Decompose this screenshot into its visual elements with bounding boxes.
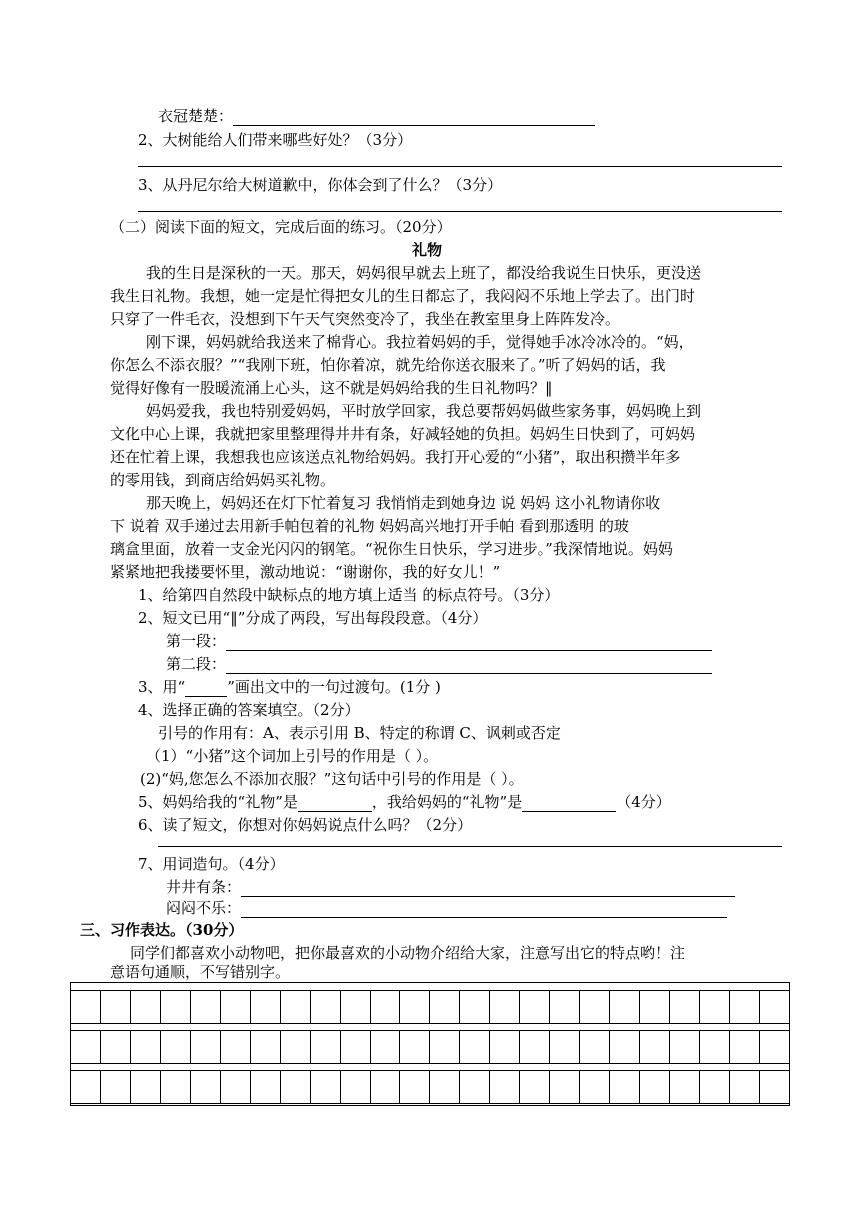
passage-line: 我的生日是深秋的一天。那天，妈妈很早就去上班了，都没给我说生日快乐，更没送 [146,264,702,282]
passage-line: 下 说着 双手递过去用新手帕包着的礼物 妈妈高兴地打开手帕 看到那透明 的玻 [110,517,629,535]
exercise-6: 6、读了短文，你想对你妈妈说点什么吗？（2分） [138,816,473,834]
passage-line: 你怎么不添衣服？”“我刚下班，怕你着凉，就先给你送衣服来了。”听了妈妈的话，我 [110,356,666,374]
answer-blank[interactable] [298,795,372,812]
underline-sample [185,680,227,697]
answer-line[interactable] [138,211,782,212]
question-2: 2、大树能给人们带来哪些好处？（3分） [138,131,413,149]
passage-line: 璃盒里面，放着一支金光闪闪的钢笔。“祝你生日快乐，学习进步。”我深情地说。妈妈 [110,540,673,558]
exercise-2: 2、短文已用“‖”分成了两段，写出每段段意。（4分） [138,609,488,627]
passage-title: 礼物 [412,241,443,259]
answer-blank[interactable] [226,657,712,674]
passage-line: 我生日礼物。我想，她一定是忙得把女儿的生日都忘了，我闷闷不乐地上学去了。出门时 [110,287,696,305]
idiom-prompt: 衣冠楚楚： [158,106,595,126]
section-heading: （二）阅读下面的短文，完成后面的练习。（20分） [110,218,452,236]
exercise-4: 4、选择正确的答案填空。（2分） [138,701,360,719]
writing-prompt: 意语句通顺，不写错别字。 [110,963,291,981]
passage-line: 妈妈爱我，我也特别爱妈妈，平时放学回家，我总要帮妈妈做些家务事，妈妈晚上到 [146,402,702,420]
passage-line: 刚下课，妈妈就给我送来了棉背心。我拉着妈妈的手，觉得她手冰冷冰冷的。“妈， [146,333,694,351]
answer-line[interactable] [138,166,782,167]
section-heading-writing: 三、习作表达。（30分） [80,921,244,939]
passage-line: 那天晚上，妈妈还在灯下忙着复习 我悄悄走到她身边 说 妈妈 这小礼物请你收 [146,494,661,512]
answer-blank[interactable] [522,795,616,812]
answer-line[interactable] [158,846,782,847]
passage-line: 觉得好像有一股暖流涌上心头，这不就是妈妈给我的生日礼物吗？‖ [110,379,553,397]
answer-blank[interactable] [241,901,727,918]
exercise-4-2: (2)“妈,您怎么不添加衣服？”这句话中引号的作用是（ ）。 [140,770,524,788]
exercise-5: 5、妈妈给我的“礼物”是 ，我给妈妈的“礼物”是 （4分） [138,793,671,811]
paragraph-1-summary: 第一段： [166,631,712,651]
exercise-4-1: （1）“小猪”这个词加上引号的作用是（ ）。 [146,747,439,765]
writing-grid[interactable] [70,982,790,1106]
writing-prompt: 同学们都喜欢小动物吧，把你最喜欢的小动物介绍给大家，注意写出它的特点哟！注 [130,944,686,962]
exercise-1: 1、给第四自然段中缺标点的地方填上适当 的标点符号。（3分） [138,586,560,604]
passage-line: 文化中心上课，我就把家里整理得井井有条，好减轻她的负担。妈妈生日快到了，可妈妈 [110,425,696,443]
answer-blank[interactable] [226,634,712,651]
passage-line: 只穿了一件毛衣，没想到下午天气突然变冷了，我坐在教室里身上阵阵发冷。 [110,310,621,328]
grid-row[interactable] [71,1070,789,1104]
grid-row[interactable] [71,990,789,1024]
exercise-7: 7、用词造句。（4分） [138,855,285,873]
sentence-menmenbule: 闷闷不乐： [166,898,727,918]
passage-line: 紧紧地把我搂要怀里，激动地说：“谢谢你，我的好女儿！” [110,563,501,581]
quote-options: 引号的作用有：A、表示引用 B、特定的称谓 C、讽刺或否定 [158,724,561,742]
paragraph-2-summary: 第二段： [166,654,712,674]
grid-row[interactable] [71,1030,789,1064]
sentence-jingjingyoutiao: 井井有条： [166,877,735,897]
passage-line: 还在忙着上课，我想我也应该送点礼物给妈妈。我打开心爱的“小猪”，取出积攒半年多 [110,448,681,466]
answer-blank[interactable] [233,109,595,126]
passage-line: 的零用钱，到商店给妈妈买礼物。 [110,471,336,489]
question-3: 3、从丹尼尔给大树道歉中，你体会到了什么？（3分） [138,176,503,194]
exercise-3: 3、用“ ”画出文中的一句过渡句。(1分 ) [138,678,441,696]
answer-blank[interactable] [241,880,735,897]
